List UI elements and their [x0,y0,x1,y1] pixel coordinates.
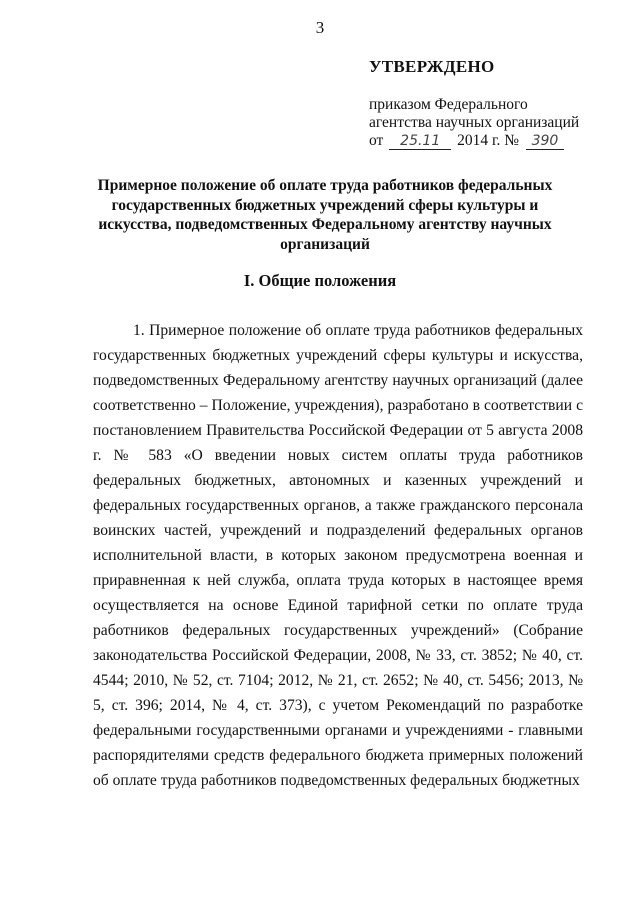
paragraph-1-text: 1. Примерное положение об оплате труда работников федеральных государственных бюджетных учреждений сферы культуры и искусства, подведомственных Федеральному агентству научных организаций (далее соответственно – Положение, учреждения), разработано в соответствии с постановлением Правительства Российской Федерации от 5 августа 2008 г. № 583 «О введении новых систем оплаты труда работников федеральных бюджетных, автономных и казенных учреждений и федеральных государственных органов, а также гражданского персонала воинских частей, учреждений и подразделений федеральных органов исполнительной власти, в которых законом предусмотрена военная и приравненная к ней служба, оплата труда которых в настоящее время осуществляется на основе Единой тарифной сетки по оплате труда работников федеральных государственных учреждений» (Собрание законодательства Российской Федерации, 2008, № 33, ст. 3852; № 40, ст. 4544; 2010, № 52, ст. 7104; 2012, № 21, ст. 2652; № 40, ст. 5456; 2013, № 5, ст. 396; 2014, № 4, ст. 373), с учетом Рекомендаций по разработке федеральными государственными органами и учреждениями - главными распорядителями средств федерального бюджета примерных положений об оплате труда работников подведомственных федеральных бюджетных [93,322,583,789]
year-and-number-label: 2014 г. № [457,132,520,149]
body-paragraph [93,318,583,793]
document-title: Примерное положение об оплате труда работников федеральных государственных бюджетных учреждений сферы культуры и искусства, подведомственных Федеральному агентству научных организаций [97,177,553,253]
handwritten-date: 25.11 [389,134,451,150]
section-heading: I. Общие положения [243,271,397,290]
approval-block [369,58,619,150]
approval-agency-line: агентства научных организаций [369,114,580,131]
approval-heading: УТВЕРЖДЕНО [369,57,495,76]
handwritten-order-number: 390 [526,134,564,150]
page-number: 3 [315,18,325,37]
approval-date-line [369,132,619,150]
date-prefix: от [369,132,384,149]
approval-order-line: приказом Федерального [369,96,528,113]
